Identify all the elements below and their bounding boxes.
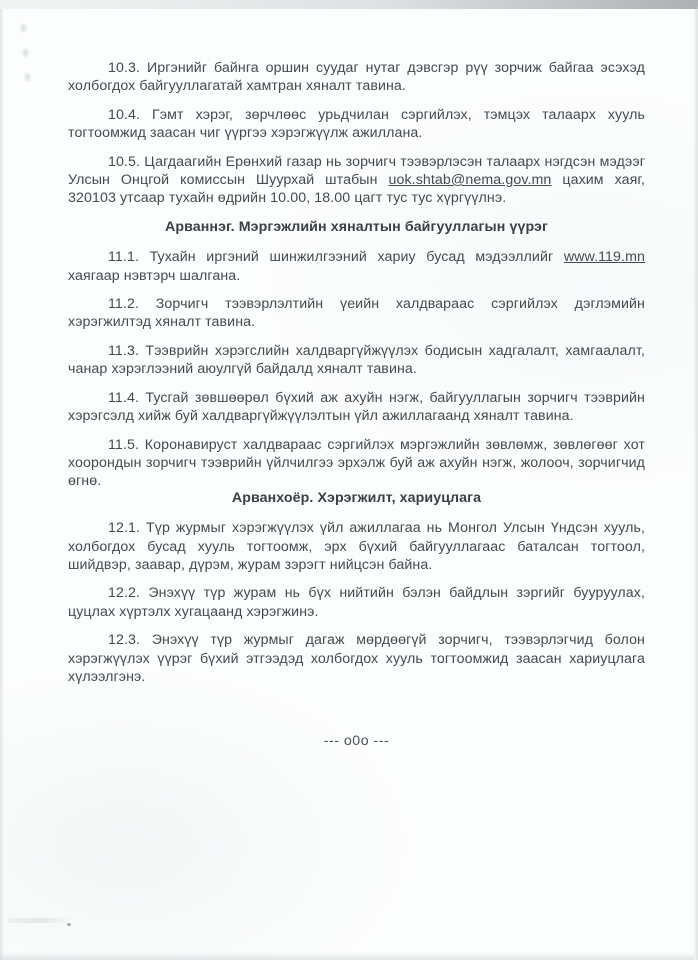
binding-mark bbox=[23, 71, 32, 83]
email-link-text: uok.shtab@nema.gov.mn bbox=[388, 172, 552, 189]
paragraph-text: 11.3. Тээврийн хэрэгслийн халдваргүйжүүлэх бодисын хадгалалт, хамгаалалт, чанар хэрэглээний аюулгүй байдалд хяналт тавина. bbox=[68, 342, 645, 378]
scan-edge-right bbox=[693, 6, 698, 960]
paragraph bbox=[68, 389, 645, 426]
scan-edge-top bbox=[0, 0, 698, 9]
paragraph-text: цахим хаяг, 320103 утсаар тухайн өдрийн 10.00, 18.00 цагт тус тус хүргүүлнэ. bbox=[68, 172, 645, 207]
paragraph-text: 11.1. Тухайн иргэний шинжилгээний хариу бусад мэдээллийг bbox=[108, 249, 564, 266]
scan-speck bbox=[67, 923, 71, 926]
paragraph-text: 10.3. Иргэнийг байнга оршин суудаг нутаг дэвсгэр рүү зорчиж байгаа эсэхэд холбогдох байгууллагатай хамтран хяналт тавина. bbox=[68, 60, 645, 95]
paragraph-text: 11.5. Коронавируст халдвараас сэргийлэх мэргэжлийн зөвлөмж, зөвлөгөөг хот хоорондын зорчигч тээврийн үйлчилгээ эрхэлж буй аж ахуйн нэгж, жолооч, зорчигчид өгнө. bbox=[68, 436, 645, 490]
paragraph-text: 11.4. Тусгай зөвшөөрөл бүхий аж ахуйн нэгж, байгууллагын зорчигч тээврийн хэрэгсэлд хийж буй халдваргүйжүүлэлтын үйл ажиллагаанд хяналт тавина. bbox=[68, 389, 645, 425]
paragraph-text: хаягаар нэвтэрч шалгана. bbox=[68, 267, 241, 284]
paragraph bbox=[68, 295, 645, 332]
binding-mark bbox=[19, 22, 28, 34]
paragraph bbox=[68, 59, 645, 96]
section-heading: Арванхоёр. Хэрэгжилт, хариуцлага bbox=[231, 489, 482, 506]
paragraph bbox=[68, 631, 645, 686]
paragraph-text: 11.2. Зорчигч тээвэрлэлтийн үеийн халдвараас сэргийлэх дэглэмийн хэрэгжилтэд хяналт тавина. bbox=[68, 296, 645, 331]
paragraph-text: 12.1. Түр журмыг хэрэгжүүлэх үйл ажиллагаа нь Монгол Улсын Үндсэн хууль, холбогдох бусад хууль тогтоомж, эрх бүхий байгууллагаас баталсан тогтоол, шийдвэр, заавар, дүрэм, журам зэрэгт нийцсэн байна. bbox=[68, 520, 645, 573]
document-end-marker: --- о0о --- bbox=[323, 733, 390, 750]
scan-edge-bottom bbox=[0, 952, 694, 960]
paragraph bbox=[68, 519, 645, 574]
paragraph bbox=[68, 436, 645, 491]
paragraph bbox=[68, 342, 645, 379]
paragraph bbox=[68, 106, 645, 143]
paragraph-text: 12.2. Энэхүү түр журам нь бүх нийтийн бэлэн байдлын зэргийг бууруулах, цуцлах хүртэлх хугацаанд хэрэгжинэ. bbox=[68, 585, 645, 620]
scan-edge-left bbox=[0, 9, 4, 960]
section-heading: Арваннэг. Мэргэжлийн хяналтын байгууллагын үүрэг bbox=[165, 218, 548, 235]
paragraph-text: 12.3. Энэхүү түр журмыг дагаж мөрдөөгүй зорчигч, тээвэрлэгчид болон хэрэгжүүлэх үүрэг бүхий этгээдэд холбогдох хууль тогтоомжид заасан хариуцлага хүлээлгэнэ. bbox=[68, 632, 645, 685]
paragraph bbox=[68, 248, 645, 285]
paragraph-text: 10.5. Цагдаагийн Ерөнхий газар нь зорчигч тээвэрлэсэн талаарх нэгдсэн мэдээг Улсын Онцгой комиссын Шуурхай штабын bbox=[68, 153, 645, 189]
binding-mark bbox=[21, 47, 30, 59]
paragraph-text: 10.4. Гэмт хэрэг, зөрчлөөс урьдчилан сэргийлэх, тэмцэх талаарх хууль тогтоомжид заасан чиг үүргээ хэрэгжүүлж ажиллана. bbox=[68, 106, 645, 142]
paragraph bbox=[68, 153, 645, 208]
document-body bbox=[68, 59, 645, 751]
url-link-text: www.119.mn bbox=[563, 249, 645, 266]
scan-smudge bbox=[8, 918, 72, 923]
paragraph bbox=[68, 584, 645, 621]
